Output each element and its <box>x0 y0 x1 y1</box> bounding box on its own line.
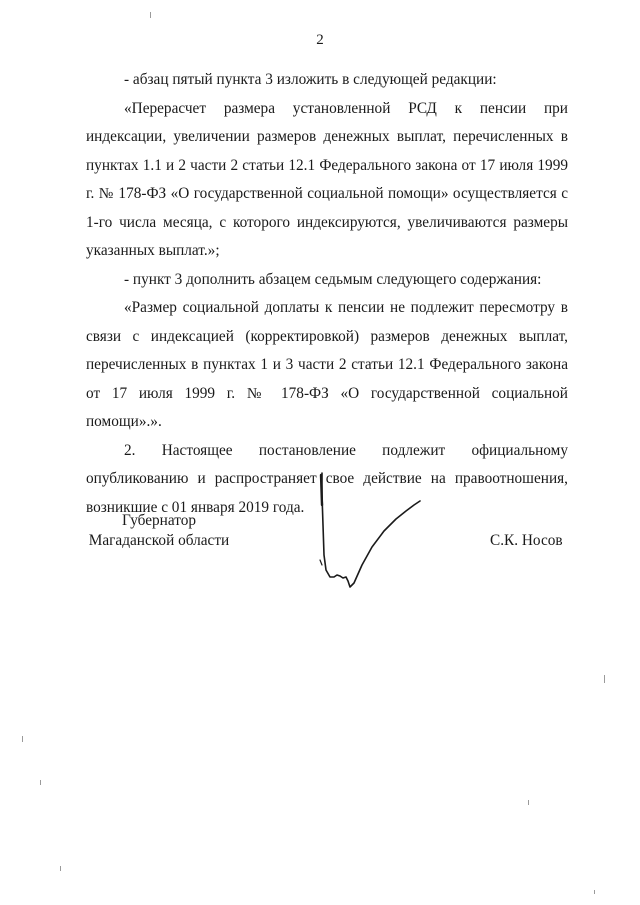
signer-title-line1: Губернатор <box>121 512 197 529</box>
document-body <box>86 66 568 522</box>
paragraph-addition-text: «Размер социальной доплаты к пенсии не подлежит пересмотру в связи с индексацией (корректировкой) размеров денежных выплат, перечисленных в пунктах 1 и 3 части 2 статьи 12.1 Федерального закона от 17 июля 1999 г. № 178-ФЗ «О государственной социальной помощи».». <box>86 299 568 430</box>
scan-artifact <box>150 12 151 18</box>
scan-artifact <box>60 866 61 871</box>
paragraph-amendment-intro: - абзац пятый пункта 3 изложить в следующей редакции: <box>124 71 497 88</box>
paragraph-addition-intro: - пункт 3 дополнить абзацем седьмым следующего содержания: <box>124 270 542 288</box>
scan-artifact <box>594 890 595 894</box>
handwritten-signature <box>310 465 440 615</box>
scan-artifact <box>528 800 529 805</box>
paragraph-publication: 2. Настоящее постановление подлежит официальному опубликованию и распространяет свое действие на правоотношения, возникшие с 01 января 2019 года. <box>86 441 568 516</box>
signer-title-line2: Магаданской области <box>88 532 230 549</box>
paragraph-amendment-text: «Перерасчет размера установленной РСД к пенсии при индексации, увеличении размеров денежных выплат, перечисленных в пунктах 1.1 и 2 части 2 статьи 12.1 Федерального закона от 17 июля 1999 г. № 178-ФЗ «О государственной социальной помощи» осуществляется с 1-го числа месяца, с которого индексируются, увеличиваются размеры указанных выплат.»; <box>86 99 568 259</box>
signer-title <box>86 511 232 551</box>
scan-artifact <box>22 736 23 742</box>
scan-artifact <box>604 675 605 683</box>
page-number: 2 <box>316 32 324 48</box>
scan-artifact <box>40 780 41 785</box>
signer-name: С.К. Носов <box>490 532 563 549</box>
